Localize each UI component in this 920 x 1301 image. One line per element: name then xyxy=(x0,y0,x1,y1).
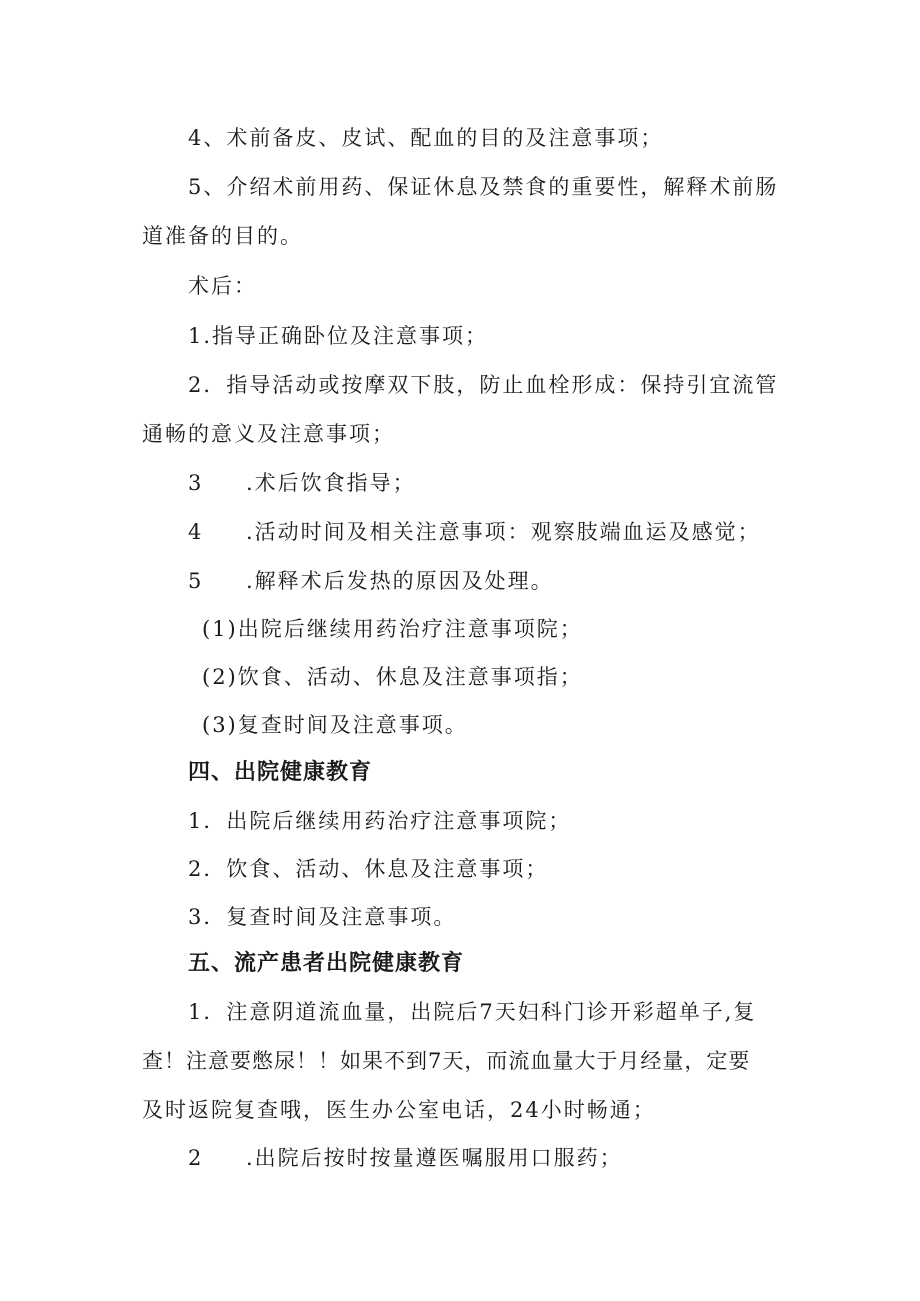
postop-item-2-text-1: 2．指导活动或按摩双下肢，防止血栓形成：保持引宜流管 xyxy=(188,373,779,397)
discharge-item-2-text: 2．饮食、活动、休息及注意事项； xyxy=(188,857,549,881)
preop-item-5-text-2: 道准备的目的。 xyxy=(142,224,303,248)
sub-item-1-text: (1)出院后继续用药治疗注意事项院； xyxy=(202,617,583,641)
postop-item-1-text: 1.指导正确卧位及注意事项； xyxy=(188,324,489,348)
postop-item-2-line-1 xyxy=(188,371,778,399)
sub-item-1 xyxy=(202,615,583,643)
postop-label-text: 术后： xyxy=(188,274,257,298)
abortion-item-1-text-2: 查！注意要憋尿！！如果不到7天，而流血量大于月经量，定要 xyxy=(142,1049,751,1073)
abortion-item-2 xyxy=(188,1144,623,1172)
abortion-item-1-text-1: 1．注意阴道流血量，出院后7天妇科门诊开彩超单子,复 xyxy=(188,1000,757,1024)
abortion-item-1-text-3: 及时返院复查哦，医生办公室电话，24小时畅通； xyxy=(142,1098,656,1122)
postop-item-3-text: .术后饮食指导； xyxy=(246,471,416,495)
postop-item-4-number: 4 xyxy=(188,520,204,544)
abortion-item-1-line-1 xyxy=(188,998,756,1026)
postop-item-2-text-2: 通畅的意义及注意事项； xyxy=(142,422,395,446)
abortion-item-2-text: .出院后按时按量遵医嘱服用口服药； xyxy=(246,1146,623,1170)
postop-item-1 xyxy=(188,322,488,350)
section-4-heading-text: 四、出院健康教育 xyxy=(188,760,373,785)
abortion-item-1-line-2 xyxy=(142,1047,750,1075)
postop-item-5 xyxy=(188,567,554,595)
sub-item-3-text: (3)复查时间及注意事项。 xyxy=(202,713,468,737)
section-5-heading xyxy=(188,950,464,978)
postop-item-2-line-2 xyxy=(142,420,395,448)
discharge-item-3 xyxy=(188,903,456,931)
section-5-heading-text: 五、流产患者出院健康教育 xyxy=(188,951,465,976)
preop-item-5-line-2 xyxy=(142,222,303,250)
preop-item-4-text: 4、术前备皮、皮试、配血的目的及注意事项； xyxy=(188,126,664,150)
abortion-item-2-number: 2 xyxy=(188,1146,204,1170)
sub-item-3 xyxy=(202,711,468,739)
preop-item-5-text-1: 5、介绍术前用药、保证休息及禁食的重要性，解释术前肠 xyxy=(188,175,779,199)
discharge-item-1 xyxy=(188,807,571,835)
sub-item-2-text: (2)饮食、活动、休息及注意事项指； xyxy=(202,665,583,689)
abortion-item-1-line-3 xyxy=(142,1096,656,1124)
postop-item-4 xyxy=(188,518,761,546)
preop-item-5-line-1 xyxy=(188,173,778,201)
postop-label xyxy=(188,272,257,300)
postop-item-5-number: 5 xyxy=(188,569,204,593)
postop-item-3-number: 3 xyxy=(188,471,204,495)
discharge-item-2 xyxy=(188,855,548,883)
sub-item-2 xyxy=(202,663,583,691)
postop-item-3 xyxy=(188,469,416,497)
preop-item-4 xyxy=(188,124,663,152)
discharge-item-3-text: 3．复查时间及注意事项。 xyxy=(188,905,457,929)
postop-item-5-text: .解释术后发热的原因及处理。 xyxy=(246,569,554,593)
postop-item-4-text: .活动时间及相关注意事项：观察肢端血运及感觉； xyxy=(246,520,761,544)
section-4-heading xyxy=(188,759,372,787)
discharge-item-1-text: 1．出院后继续用药治疗注意事项院； xyxy=(188,809,572,833)
